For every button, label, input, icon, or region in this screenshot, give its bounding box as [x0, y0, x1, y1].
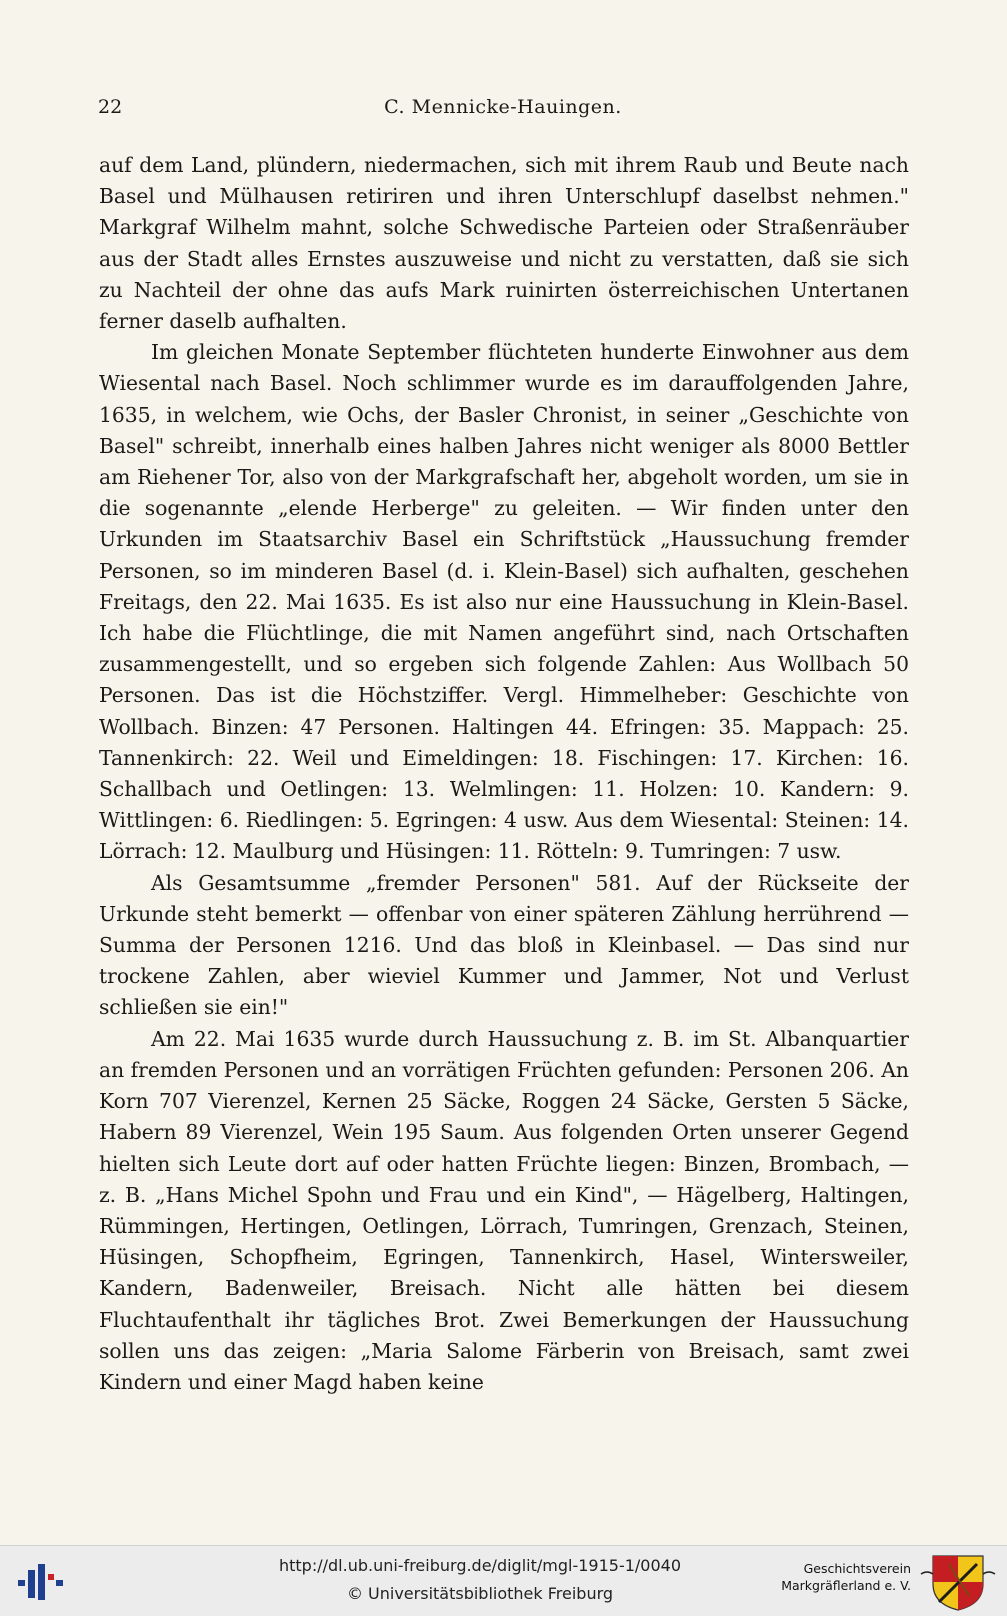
- ub-freiburg-logo-icon[interactable]: [14, 1560, 66, 1604]
- society-name-line-2: Markgräflerland e. V.: [781, 1578, 911, 1593]
- paragraph-4: Am 22. Mai 1635 wurde durch Haussuchung z. B. im St. Albanquartier an fremden Personen und an vorrätigen Früchten gefunden: Personen 206. An Korn 707 Vierenzel, Kernen 25 Säcke, Roggen 24 Säcke, Gersten 5 Säcke, Habern 89 Vierenzel, Wein 195 Saum. Aus folgenden Orten unserer Gegend hielten sich Leute dort auf oder hatten Früchte liegen: Binzen, Brombach, — z. B. „Hans Michel Spohn und Frau und ein Kind", — Hägelberg, Haltingen, Rümmingen, Hertingen, Oetlingen, Lörrach, Tumringen, Grenzach, Steinen, Hüsingen, Schopfheim, Egringen, Tannenkirch, Hasel, Wintersweiler, Kandern, Badenweiler, Breisach. Nicht alle hätten bei diesem Fluchtaufenthalt ihr tägliches Brot. Zwei Bemerkungen der Haussuchung sollen uns das zeigen: „Maria Salome Färberin von Breisach, samt zwei Kindern und einer Magd haben keine: [99, 1026, 909, 1394]
- paragraph-1: auf dem Land, plündern, niedermachen, sich mit ihrem Raub und Beute nach Basel und Mülhausen retiriren und ihren Unterschlupf daselbst nehmen." Markgraf Wilhelm mahnt, solche Schwedische Parteien oder Straßenräuber aus der Stadt alles Ernstes auszuweise und nicht zu verstatten, daß sie sich zu Nachteil der ohne das aufs Mark ruinirten österreichischen Untertanen ferner daselb aufhalten.: [99, 153, 909, 334]
- body-text: [99, 150, 909, 1398]
- running-title: C. Mennicke-Hauingen.: [384, 96, 622, 118]
- society-name[interactable]: [781, 1560, 911, 1594]
- page-number: 22: [98, 96, 123, 118]
- page-header: [98, 96, 908, 126]
- society-name-line-1: Geschichtsverein: [803, 1561, 911, 1576]
- paragraph-3: Als Gesamtsumme „fremder Personen" 581. Auf der Rückseite der Urkunde steht bemerkt — offenbar von einer späteren Zählung herrührend — Summa der Personen 1216. Und das bloß in Kleinbasel. — Das sind nur trockene Zahlen, aber wieviel Kummer und Jammer, Not und Verlust schließen sie ein!": [99, 870, 909, 1020]
- paragraph-2: Im gleichen Monate September flüchteten hunderte Einwohner aus dem Wiesental nach Basel. Noch schlimmer wurde es im darauffolgenden Jahre, 1635, in welchem, wie Ochs, der Basler Chronist, in seiner „Geschichte von Basel" schreibt, innerhalb eines halben Jahres nicht weniger als 8000 Bettler am Riehener Tor, also von der Markgrafschaft her, abgeholt worden, um sie in die sogenannte „elende Herberge" zu geleiten. — Wir finden unter den Urkunden im Staatsarchiv Basel ein Schriftstück „Haussuchung fremder Personen, so im minderen Basel (d. i. Klein-Basel) sich aufhalten, geschehen Freitags, den 22. Mai 1635. Es ist also nur eine Haussuchung in Klein-Basel. Ich habe die Flüchtlinge, die mit Namen angeführt sind, nach Ortschaften zusammengestellt, und so ergeben sich folgende Zahlen: Aus Wollbach 50 Personen. Das ist die Höchstziffer. Vergl. Himmelheber: Geschichte von Wollbach. Binzen: 47 Personen. Haltingen 44. Efringen: 35. Mappach: 25. Tannenkirch: 22. Weil und Eimeldingen: 18. Fischingen: 17. Kirchen: 16. Schallbach und Oetlingen: 13. Welmlingen: 11. Holzen: 10. Kandern: 9. Wittlingen: 6. Riedlingen: 5. Egringen: 4 usw. Aus dem Wiesental: Steinen: 14. Lörrach: 12. Maulburg und Hüsingen: 11. Rötteln: 9. Tumringen: 7 usw.: [99, 340, 909, 864]
- coat-of-arms-icon[interactable]: [919, 1552, 997, 1612]
- viewer-footer: [0, 1545, 1007, 1616]
- copyright-notice: © Universitätsbibliothek Freiburg: [346, 1584, 614, 1603]
- permalink-url[interactable]: http://dl.ub.uni-freiburg.de/diglit/mgl-1915-1/0040: [278, 1556, 681, 1575]
